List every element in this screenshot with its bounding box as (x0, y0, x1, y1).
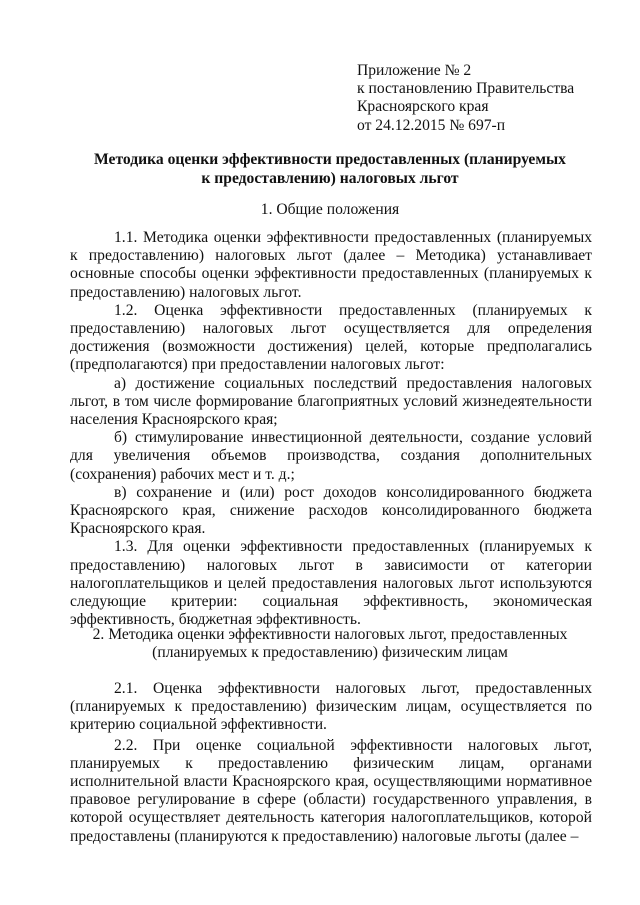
section-2-body (70, 680, 592, 846)
section-2-heading-line-2: (планируемых к предоставлению) физическим лицам (152, 644, 508, 662)
appendix-line-2: к постановлению Правительства (357, 80, 575, 98)
section-1-body (70, 229, 592, 629)
section-1-heading: 1. Общие положения (260, 201, 400, 218)
document-title (70, 150, 590, 188)
appendix-block (357, 62, 617, 135)
title-line-1: Методика оценки эффективности предоставленных (планируемых (94, 151, 566, 168)
paragraph-1-3: 1.3. Для оценки эффективности предоставленных (планируемых к предоставлению) налоговых льгот в зависимости от категории налогоплательщиков и целей предоставления налоговых льгот используются следующие критерии: социальная эффективность, экономическая эффективность, бюджетная эффективность. (70, 538, 592, 629)
paragraph-2-1: 2.1. Оценка эффективности налоговых льгот, предоставленных (планируемых к предоставлению) физическим лицам, осуществляется по критерию социальной эффективности. (70, 680, 592, 734)
section-2-heading (70, 626, 590, 662)
appendix-line-1: Приложение № 2 (357, 62, 472, 79)
section-2-heading-line-1: 2. Методика оценки эффективности налоговых льгот, предоставленных (92, 626, 568, 643)
title-line-2: к предоставлению) налоговых льгот (201, 170, 459, 187)
list-item-a: а) достижение социальных последствий предоставления налоговых льгот, в том числе формирование благоприятных условий жизнедеятельности населения Красноярского края; (70, 374, 592, 429)
appendix-line-4: от 24.12.2015 № 697-п (357, 116, 506, 134)
paragraph-1-1: 1.1. Методика оценки эффективности предоставленных (планируемых к предоставлению) налоговых льгот (далее – Методика) устанавливает основные способы оценки эффективности предоставленных (планируемых к предоставлению) налоговых льгот. (70, 229, 592, 301)
paragraph-1-2: 1.2. Оценка эффективности предоставленных (планируемых к предоставлению) налоговых льгот осуществляется для определения достижения (возможности достижения) целей, которые предполагались (предполагаются) при предоставлении налоговых льгот: (70, 301, 592, 374)
paragraph-2-2: 2.2. При оценке социальной эффективности налоговых льгот, планируемых к предоставлению физическим лицам, органами исполнительной власти Красноярского края, осуществляющими нормативное правовое регулирование в сфере (области) государственного управления, в которой осуществляет деятельность категория налогоплательщиков, которой предоставлены (планируются к предоставлению) налоговые льготы (далее – (70, 736, 592, 845)
appendix-line-3: Красноярского края (357, 98, 489, 116)
list-item-c: в) сохранение и (или) рост доходов консолидированного бюджета Красноярского края, снижение расходов консолидированного бюджета Красноярского края. (70, 483, 592, 538)
list-item-b: б) стимулирование инвестиционной деятельности, создание условий для увеличения объемов производства, создания дополнительных (сохранения) рабочих мест и т. д.; (70, 429, 592, 483)
